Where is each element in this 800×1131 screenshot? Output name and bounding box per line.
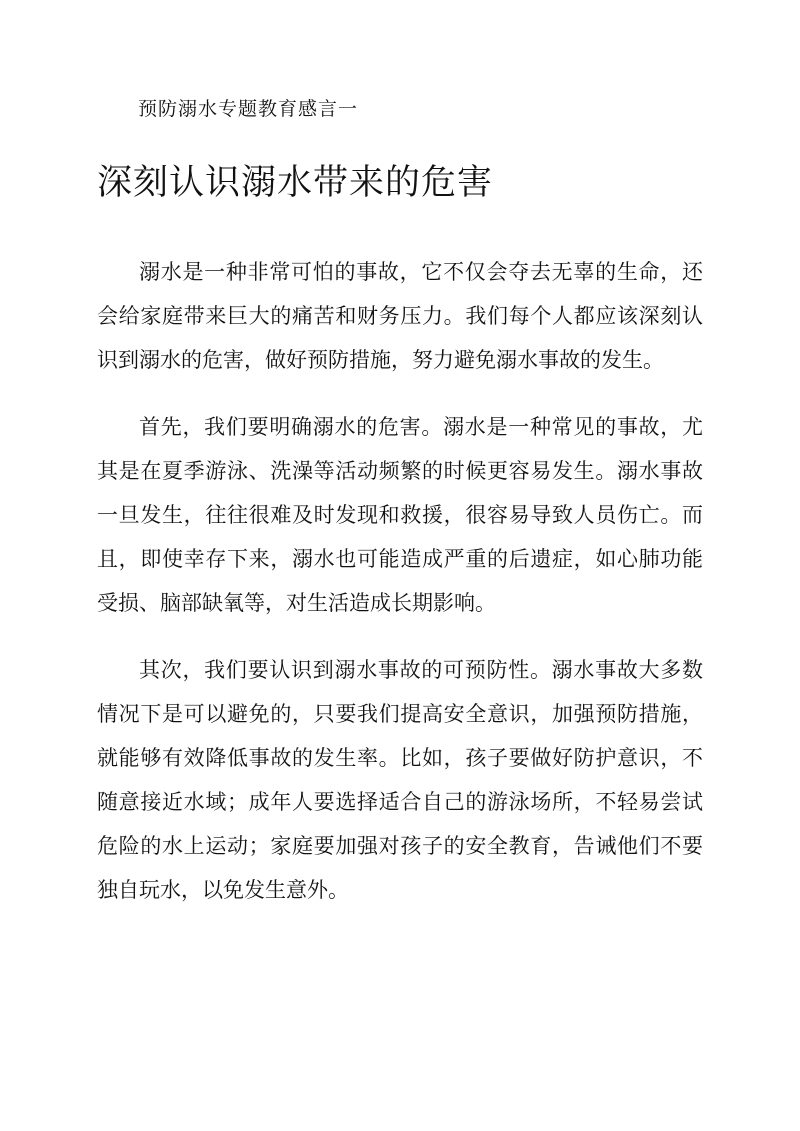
paragraph: 其次，我们要认识到溺水事故的可预防性。溺水事故大多数情况下是可以避免的，只要我们提高安全意识，加强预防措施，就能够有效降低事故的发生率。比如，孩子要做好防护意识，不随意接近水域；成年人要选择适合自己的游泳场所，不轻易尝试危险的水上运动；家庭要加强对孩子的安全教育，告诫他们不要独自玩水，以免发生意外。 [97,658,703,902]
document-title: 深刻认识溺水带来的危害 [97,163,494,203]
paragraph: 首先，我们要明确溺水的危害。溺水是一种常见的事故，尤其是在夏季游泳、洗澡等活动频繁的时候更容易发生。溺水事故一旦发生，往往很难及时发现和救援，很容易导致人员伤亡。而且，即使幸存下来，溺水也可能造成严重的后遗症，如心肺功能受损、脑部缺氧等，对生活造成长期影响。 [97,415,703,615]
paragraph: 溺水是一种非常可怕的事故，它不仅会夺去无辜的生命，还会给家庭带来巨大的痛苦和财务压力。我们每个人都应该深刻认识到溺水的危害，做好预防措施，努力避免溺水事故的发生。 [97,260,703,372]
document-body [97,250,703,935]
document-header: 预防溺水专题教育感言一 [138,98,359,120]
